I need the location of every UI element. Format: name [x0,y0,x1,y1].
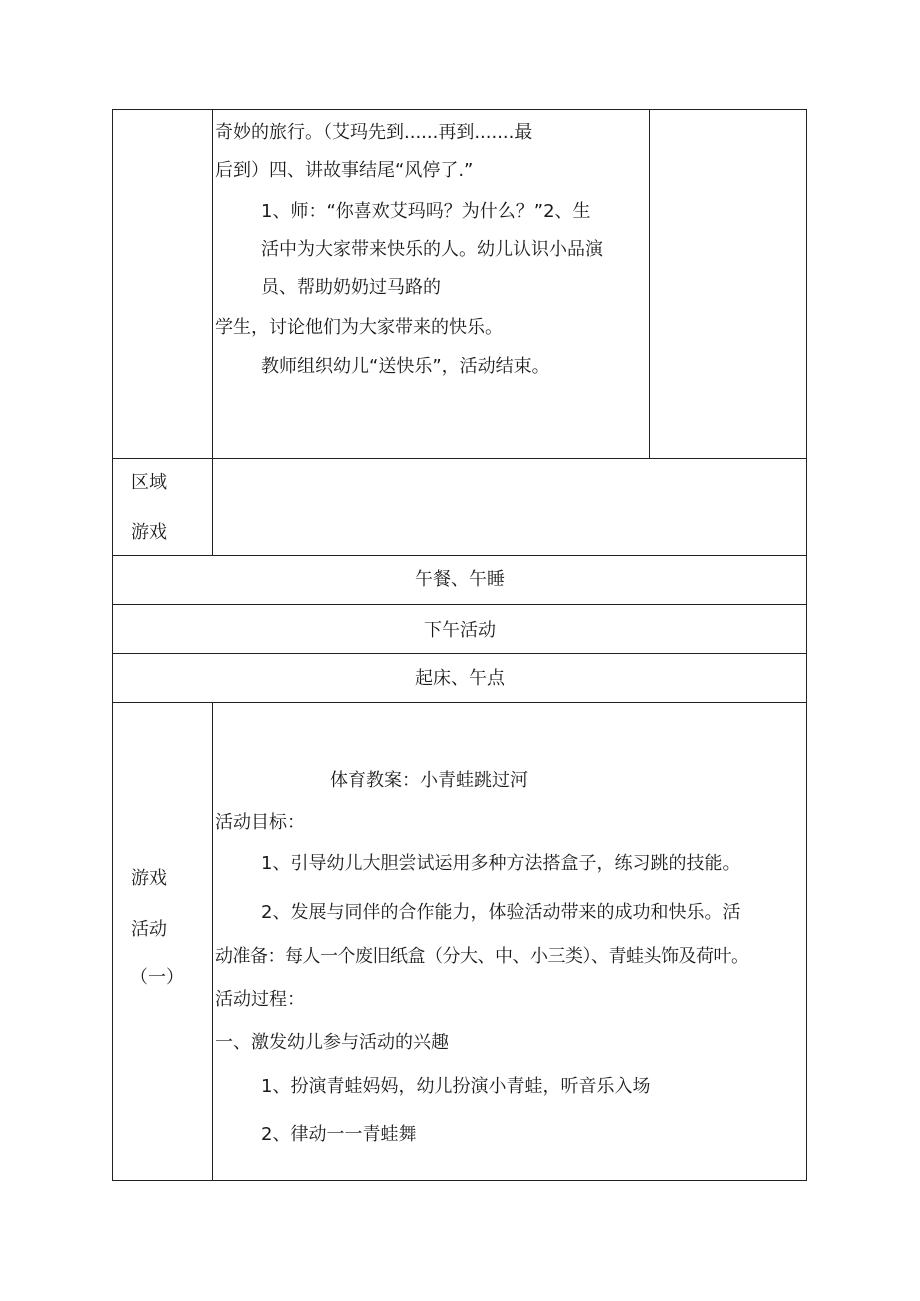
table-divider-area-game [112,458,807,459]
area-game-label-line2: 游戏 [131,522,167,543]
lesson-line: 动准备：每人一个废旧纸盒（分大、中、小三类）、青蛙头饰及荷叶。 [215,946,749,967]
table-divider-wakeup [112,653,807,654]
wakeup-snack-row: 起床、午点 [415,668,505,689]
lunch-nap-row: 午餐、午睡 [415,569,505,590]
game-activity-label-line3: （一） [130,967,184,988]
table-divider-lunch [112,555,807,556]
story-line: 员、帮助奶奶过马路的 [261,277,441,298]
lesson-line: 2、发展与同伴的合作能力，体验活动带来的成功和快乐。活 [261,902,741,923]
lesson-line: 活动过程： [215,989,305,1010]
story-line: 奇妙的旅行。（艾玛先到......再到.......最 [215,122,533,143]
table-divider-afternoon [112,604,807,605]
label-column-divider-top [212,109,213,556]
lesson-line: 1、引导幼儿大胆尝试运用多种方法搭盒子，练习跳的技能。 [261,853,741,874]
story-line: 后到）四、讲故事结尾“风停了.” [215,160,474,181]
lesson-line: 2、律动一一青蛙舞 [261,1124,417,1145]
story-line: 学生，讨论他们为大家带来的快乐。 [215,317,503,338]
lesson-line: 一、激发幼儿参与活动的兴趣 [215,1032,449,1053]
table-border-left [112,109,113,1181]
lesson-line: 活动目标： [215,812,305,833]
game-activity-label-line2: 活动 [131,919,167,940]
table-border-bottom [112,1180,807,1181]
table-divider-game-activity [112,702,807,703]
afternoon-activity-row: 下午活动 [424,620,496,641]
table-border-right [806,109,807,1181]
lesson-line: 1、扮演青蛙妈妈，幼儿扮演小青蛙，听音乐入场 [261,1076,651,1097]
lesson-title: 体育教案：小青蛙跳过河 [330,770,528,791]
area-game-label-line1: 区域 [131,472,167,493]
game-activity-label-line1: 游戏 [131,868,167,889]
label-column-divider-bottom [212,702,213,1181]
story-line: 活中为大家带来快乐的人。幼儿认识小品演 [261,239,603,260]
notes-column-divider [649,109,650,459]
story-line: 1、师：“你喜欢艾玛吗？为什么？”2、生 [261,201,591,222]
story-line: 教师组织幼儿“送快乐”，活动结束。 [261,356,550,377]
table-border-top [112,109,807,110]
